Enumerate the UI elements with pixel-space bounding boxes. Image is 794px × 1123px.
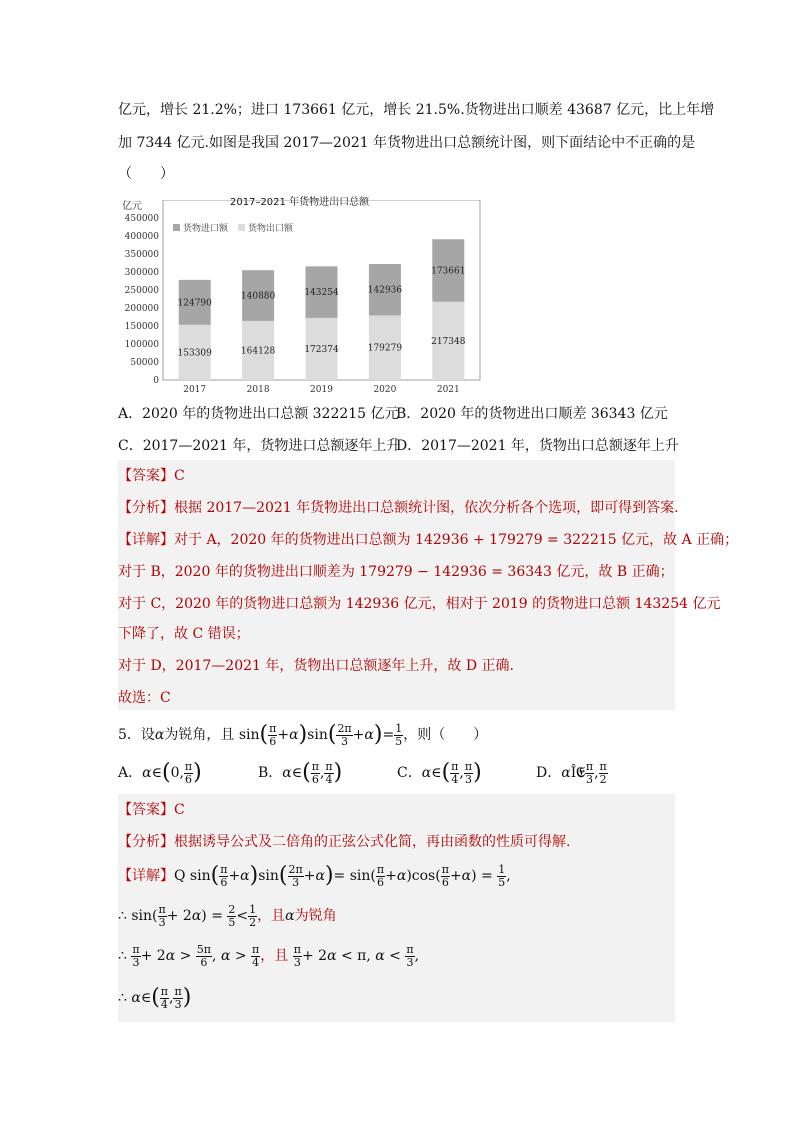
intro-line-3: （ ） xyxy=(118,166,174,182)
legend-label: 货物进口额 xyxy=(183,224,229,234)
q5-detail-3: ∴ $\frac{\pi}{3}$ + 2α > $\frac{5\pi}{6}$ , α > $\frac{\pi}{4}$ ，且 $\frac{\pi}{3}$ + 2α < π, α < $\frac{\pi}{3}$ , xyxy=(118,942,420,969)
option-c: C．2017—2021 年，货物进口总额逐年上升 xyxy=(118,438,401,454)
alpha-symbol: α xyxy=(154,727,165,743)
y-tick-label: 400000 xyxy=(124,232,159,242)
option-d: D．2017—2021 年，货物出口总额逐年上升 xyxy=(396,438,679,454)
q4-choose: 故选：C xyxy=(118,690,171,706)
q4-answer: 【答案】C xyxy=(118,468,185,484)
data-label: 172374 xyxy=(304,344,339,355)
y-tick-label: 200000 xyxy=(124,304,159,314)
x-tick-label: 2020 xyxy=(373,385,397,395)
q4-analysis: 【分析】根据 2017—2021 年货物进出口总额统计图，依次分析各个选项，即可得到答案. xyxy=(118,500,679,516)
x-tick-label: 2019 xyxy=(310,385,333,395)
y-tick-label: 0 xyxy=(153,376,159,386)
legend-label: 货物出口额 xyxy=(248,224,294,234)
legend-swatch xyxy=(173,224,180,231)
q5-option-d: D．αÎ𝔈 $\frac{\pi}{3}$ , $\frac{\pi}{2}$ xyxy=(536,759,607,786)
data-label: 124790 xyxy=(177,298,212,309)
data-label: 153309 xyxy=(177,348,212,359)
y-tick-label: 350000 xyxy=(124,250,159,260)
y-tick-label: 300000 xyxy=(124,268,159,278)
y-axis-label: 亿元 xyxy=(122,201,142,212)
y-tick-label: 250000 xyxy=(124,286,159,296)
data-label: 217348 xyxy=(431,336,466,347)
q4-detail-2: 对于 B，2020 年的货物进出口顺差为 179279 − 142936 = 36343 亿元，故 B 正确； xyxy=(118,564,674,580)
stacked-bar-chart xyxy=(118,200,488,395)
intro-line-2: 加 7344 亿元.如图是我国 2017—2021 年货物进出口总额统计图，则下面结论中不正确的是 xyxy=(118,135,696,151)
q5-equation: sin( $\frac{\pi}{6}$ +α)sin( $\frac{2\pi}{3}$ +α)= $\frac{1}{5}$ xyxy=(238,721,403,748)
data-label: 164128 xyxy=(240,346,276,357)
x-tick-label: 2021 xyxy=(436,385,460,395)
q5-detail-1: 【详解】Q sin( $\frac{\pi}{6}$ +α)sin( $\frac{2\pi}{3}$ +α)= sin( $\frac{\pi}{6}$ +α)cos( $\frac{\pi}{6}$ +α) = $\frac{1}{5}$ , xyxy=(118,862,511,889)
x-tick-label: 2018 xyxy=(246,385,270,395)
q4-detail-5: 对于 D，2017—2021 年，货物出口总额逐年上升，故 D 正确. xyxy=(118,658,514,674)
y-tick-label: 100000 xyxy=(124,340,159,350)
y-tick-label: 50000 xyxy=(130,358,159,368)
q5-option-a: A．α∈(0, $\frac{\pi}{6}$ ) xyxy=(118,759,202,786)
q5-detail-2: ∴ sin( $\frac{\pi}{3}$ + 2α) = $\frac{2}{5}$ < $\frac{1}{2}$ ，且α为锐角 xyxy=(118,902,337,929)
q4-detail-4: 下降了，故 C 错误； xyxy=(118,626,250,642)
q4-detail-1: 【详解】对于 A，2020 年的货物进出口总额为 142936 + 179279 = 322215 亿元，故 A 正确； xyxy=(118,532,739,548)
data-label: 142936 xyxy=(367,285,403,296)
q5-stem-prefix: 5．设 xyxy=(118,727,155,743)
y-tick-label: 150000 xyxy=(124,322,159,332)
q4-detail-3: 对于 C，2020 年的货物进口总额为 142936 亿元，相对于 2019 的货物进口总额 143254 亿元 xyxy=(118,596,721,612)
q5-answer: 【答案】C xyxy=(118,802,185,818)
q5-analysis: 【分析】根据诱导公式及二倍角的正弦公式化简，再由函数的性质可得解. xyxy=(118,834,571,850)
option-b: B．2020 年的货物进出口顺差 36343 亿元 xyxy=(396,406,668,422)
intro-line-1: 亿元，增长 21.2%；进口 173661 亿元，增长 21.5%.货物进出口顺差 43687 亿元，比上年增 xyxy=(118,102,715,118)
data-label: 179279 xyxy=(367,343,403,354)
q5-stem-mid: 为锐角，且 xyxy=(164,727,235,743)
q5-option-b: B．α∈( $\frac{\pi}{6}$ , $\frac{\pi}{4}$ ) xyxy=(258,759,343,786)
data-label: 143254 xyxy=(304,288,339,299)
q5-stem xyxy=(118,722,487,748)
option-a: A．2020 年的货物进出口总额 322215 亿元 xyxy=(118,406,399,422)
legend-swatch xyxy=(238,224,245,231)
chart-title: 2017–2021 年货物进出口总额 xyxy=(230,197,370,208)
data-label: 173661 xyxy=(431,266,466,277)
q5-stem-suffix: ，则（ ） xyxy=(403,727,488,743)
q5-option-c: C．α∈( $\frac{\pi}{4}$ , $\frac{\pi}{3}$ ) xyxy=(397,759,482,786)
data-label: 140880 xyxy=(240,291,276,302)
x-tick-label: 2017 xyxy=(183,385,207,395)
q5-detail-4: ∴ α∈( $\frac{\pi}{4}$ , $\frac{\pi}{3}$ ) xyxy=(118,984,192,1011)
y-tick-label: 450000 xyxy=(124,214,159,224)
